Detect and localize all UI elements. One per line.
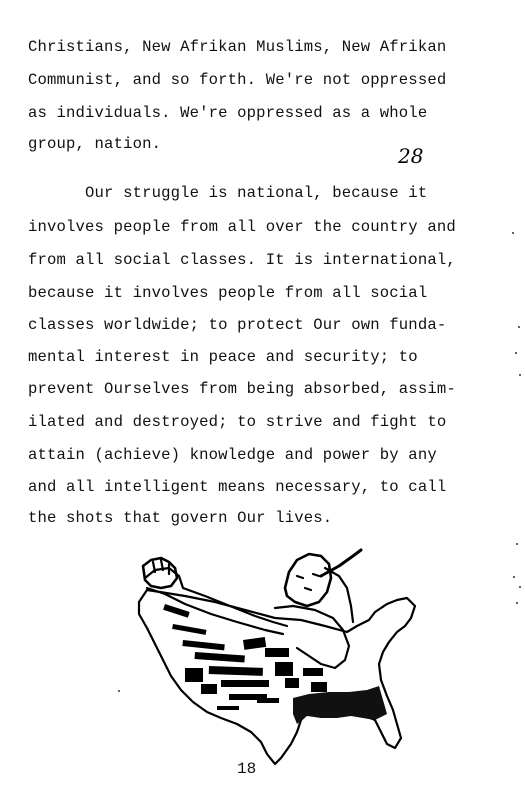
southeast-region [293,686,387,724]
scan-speck [515,352,517,354]
handwritten-page-note: 28 [398,144,424,168]
body-text-line: and all intelligent means necessary, to call [28,478,447,496]
scan-speck [519,374,521,376]
scan-speck [512,232,514,234]
body-text-line: ilated and destroyed; to strive and fight to [28,413,447,431]
figure-head [285,554,331,606]
body-text-line: as individuals. We're oppressed as a whole [28,104,428,122]
scan-speck [513,576,515,578]
body-text-line: Communist, and so forth. We're not oppressed [28,71,447,89]
body-text-line: the shots that govern Our lives. [28,509,333,527]
scan-speck [518,326,520,328]
body-text-line: from all social classes. It is international, [28,251,456,269]
body-text-line: Christians, New Afrikan Muslims, New Afrikan [28,38,447,56]
body-text-line: Our struggle is national, because it [28,184,428,202]
body-text-line: group, nation. [28,135,162,153]
body-text-line: mental interest in peace and security; to [28,348,418,366]
body-text-line: prevent Ourselves from being absorbed, assim- [28,380,456,398]
raised-arm [145,568,287,626]
body-text-line: because it involves people from all social [28,284,428,302]
scan-speck [519,586,521,588]
fist [143,558,177,588]
map-outline [139,590,415,764]
page-number: 18 [237,760,257,778]
body-text-line: attain (achieve) knowledge and power by any [28,446,437,464]
scan-speck [516,543,518,545]
scan-speck [118,690,120,692]
scan-speck [516,602,518,604]
body-text-line: classes worldwide; to protect Our own funda- [28,316,447,334]
body-text-line: involves people from all over the country and [28,218,456,236]
us-map-fist-illustration [125,548,425,768]
